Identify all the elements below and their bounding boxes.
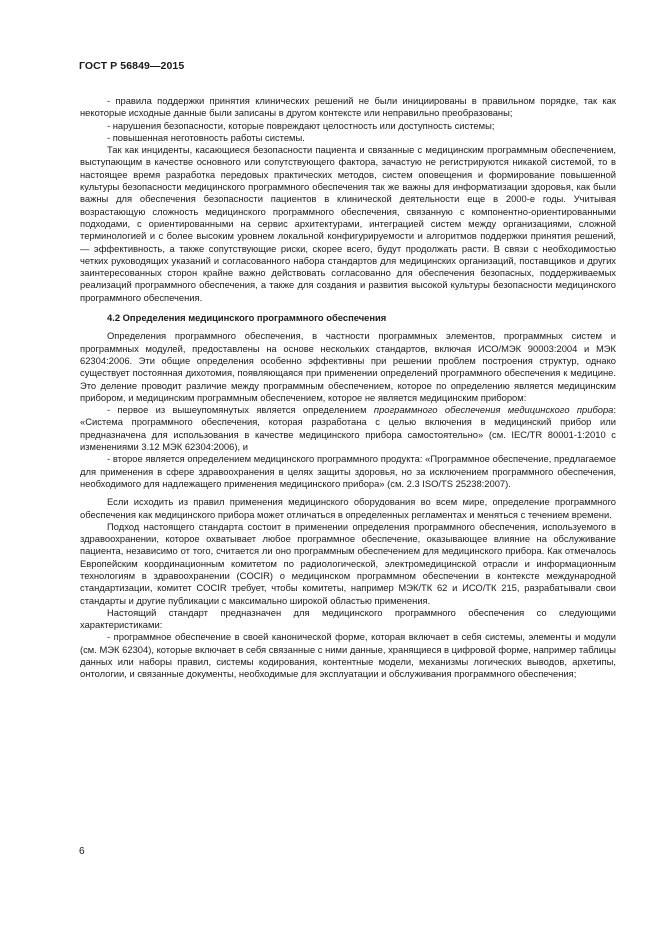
body-paragraph: Определения программного обеспечения, в частности программных элементов, программных систем и программных модулей, предоставлены на основе нескольких стандартов, включая ИСО/МЭК 90003:2004 и МЭК 62304:2006. Эти общие определения особенно эффективны при решении проблем построения структур, однако существует постоянная дихотомия, появляющаяся при применении определений программного обеспечения к медицине. Это деление проводит различие между программным обеспечением, которое по определению является медицинским прибором, и медицинским программным обеспечением, которое не является медицинским прибором: — [80, 330, 616, 403]
text-span: - первое из вышеупомянутых является определением — [107, 404, 374, 416]
body-paragraph: - повышенная неготовность работы системы. — [107, 131, 305, 143]
italic-term: программного обеспечения медицинского прибора — [373, 404, 614, 416]
body-paragraph: - правила поддержки принятия клинических решений не были инициированы в правильном порядке, так как некоторые исходные данные были записаны в другом контексте или неправильно преобразованы; — [80, 95, 616, 119]
body-paragraph: - второе является определением медицинского программного продукта: «Программное обеспечение, предлагаемое для применения в сфере здравоохранения в целях защиты здоровья, но за исключением программного обеспечения, необходимого для надлежащего применения медицинского прибора» (см. 2.3 ISO/TS 25238:2007). — [80, 453, 616, 489]
page-body — [80, 95, 616, 681]
body-paragraph: - программное обеспечение в своей канонической форме, которая включает в себя системы, элементы и модули (см. МЭК 62304), которые включает в себя связанные с ними данные, хранящиеся в цифровой форме, например таблицы данных или наборы правил, системы кодирования, контентные модели, механизмы логических выводов, архетипы, онтологии, и связанные документы, необходимые для эксплуатации и обслуживания программного обеспечения; — [80, 631, 616, 680]
document-header: ГОСТ Р 56849—2015 — [79, 60, 185, 72]
page-number: 6 — [79, 846, 85, 857]
body-paragraph — [80, 404, 616, 453]
section-heading: 4.2 Определения медицинского программного обеспечения — [107, 312, 387, 324]
text-span: : «Система программного обеспечения, которая разработана с целью включения в медицинский прибор или предназначена для использования в качестве медицинского прибора самостоятельно» (см. IEC/TR 80001-1:2010 с изменениями 3.12 МЭК 62304:2006), и — [80, 404, 616, 453]
body-paragraph: - нарушения безопасности, которые повреждают целостность или доступность системы; — [107, 119, 495, 131]
body-paragraph: Если исходить из правил применения медицинского оборудования во всем мире, определение программного обеспечения как медицинского прибора может отличаться в определенных регламентах и меняться с течением времени. — [80, 496, 616, 520]
body-paragraph: Настоящий стандарт предназначен для медицинского программного обеспечения со следующими характеристиками: — [80, 606, 616, 631]
body-paragraph: Так как инциденты, касающиеся безопасности пациента и связанные с медицинским программным обеспечением, выступающим в качестве основного или сопутствующего фактора, зачастую не регистрируются никакой системой, то в настоящее время разработка передовых практических методов, систем оповещения и формирование повышенной культуры безопасности медицинского программного обеспечения так же важны для информатизации здоровья, как были важны для обеспечения безопасности пациентов в клинической деятельности еще в 2000-е годы. Учитывая возрастающую сложность медицинского программного обеспечения, связанную с компонентно-ориентированными подходами, с ориентированными на сервис архитектурами, интеграцией систем между организациями, сложной терминологией и с более высоким уровнем локальной конфигурируемости и алгоритмов поддержки принятия решений, — эффективность, а также сопутствующие риски, скорее всего, будут продолжать расти. В связи с необходимостью четких руководящих указаний и согласованного набора стандартов для медицинских организаций, поставщиков и других заинтересованных сторон крайне важно действовать согласованно для обеспечения безопасных, поддерживаемых реализаций программного обеспечения, а также для создания и развития высокой культуры безопасности медицинского программного обеспечения. — [80, 144, 616, 303]
body-paragraph: Подход настоящего стандарта состоит в применении определения программного обеспечения, используемого в здравоохранении, которое охватывает любое программное обеспечение, оказывающее влияние на обслуживание пациента, независимо от того, считается ли оно программным обеспечением для медицинского прибора. Как отмечалось Европейским координационным комитетом по радиологической, электромедицинской отрасли и информационным технологиям в здравоохранении (COCIR) о медицинском программном обеспечении в контексте международной стандартизации, комитет COCIR требует, чтобы комитеты, например МЭК/ТК 62 и ИСО/ТК 215, разрабатывали свои стандарты и другие публикации с максимально широкой областью применения. — [80, 520, 616, 606]
